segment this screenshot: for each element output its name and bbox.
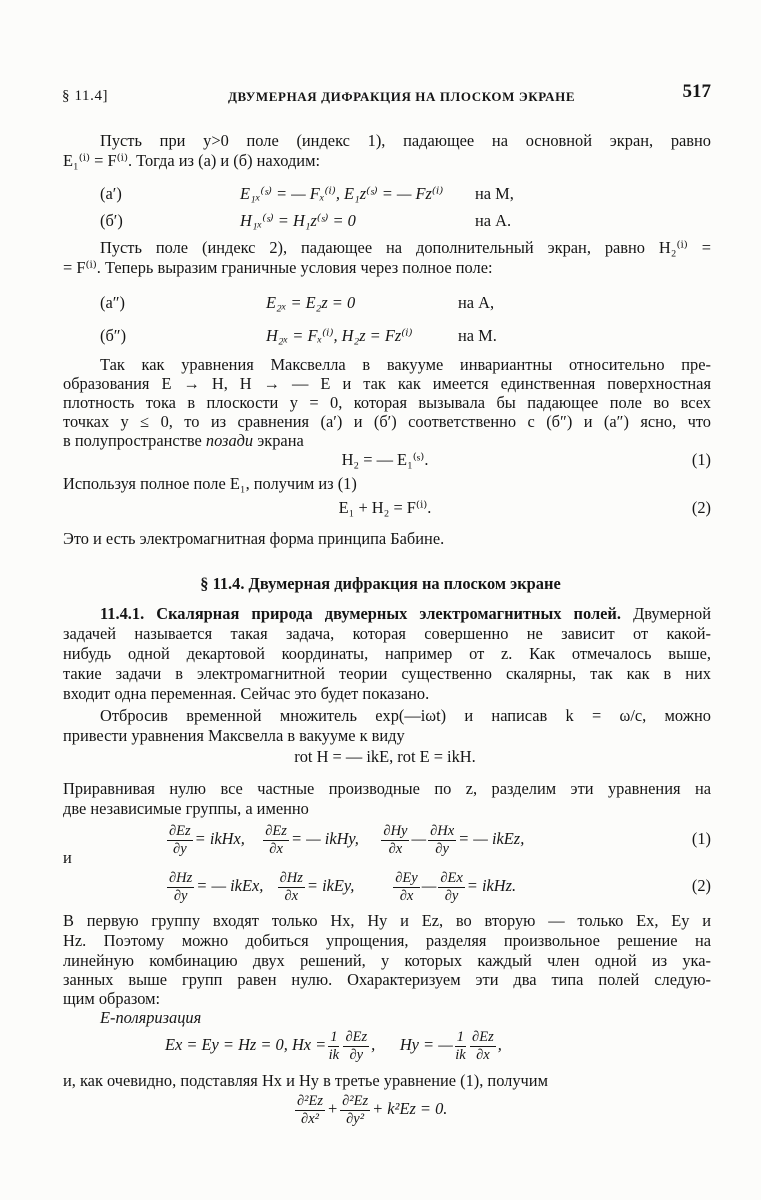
conjunction: и [63, 848, 72, 867]
text-line: входит одна переменная. Сейчас это будет показано. [63, 684, 430, 703]
section-title: § 11.4. Двумерная дифракция на плоском экране [200, 574, 561, 593]
equation: H₂ₓ = Fₓ⁽ⁱ⁾, H₂z = Fz⁽ⁱ⁾ [266, 326, 413, 345]
equation-term: — [411, 829, 427, 848]
fraction [470, 1029, 496, 1064]
fraction [295, 1093, 325, 1128]
equation-number: (2) [691, 876, 711, 895]
equation-term: , [371, 1035, 376, 1054]
equation-term: = — ikEx, [196, 876, 264, 895]
equation-number: (1) [691, 829, 711, 848]
equation-term: , [497, 1035, 502, 1054]
text-span: экрана [253, 431, 304, 450]
text-line: В первую группу входят только Hx, Hy и Ez, во вторую — только Ex, Ey и [63, 911, 711, 930]
equation-term: = ikHz. [466, 876, 517, 895]
text-line: Пусть при y>0 поле (индекс 1), падающее на основной экран, равно [100, 131, 711, 150]
denominator: ∂y [173, 887, 188, 904]
equation-term: — [421, 876, 437, 895]
denominator: ∂x [284, 887, 299, 904]
fraction [263, 823, 289, 858]
equation-condition: на M. [458, 326, 497, 345]
equation-label: (а″) [100, 293, 126, 312]
fraction [167, 870, 194, 905]
equation-term: Hy = — [399, 1035, 453, 1054]
numerator: ∂Ez [472, 1028, 494, 1045]
denominator: ik [455, 1046, 466, 1063]
text-span: Двумерной [620, 604, 711, 623]
equation-group-1 [165, 818, 524, 860]
text-line: привести уравнения Максвелла в вакууме к виду [63, 726, 405, 745]
text-line: точках y ≤ 0, то из сравнения (а′) и (б′) соответственно с (б″) и (а″) ясно, что [63, 412, 711, 431]
text-line: линейную комбинацию двух решений, у которых каждый член одной из ука- [63, 951, 711, 970]
numerator: 1 [456, 1028, 465, 1045]
fraction [278, 870, 305, 905]
equation: H₁ₓ⁽ˢ⁾ = H₁z⁽ˢ⁾ = 0 [240, 211, 356, 230]
numerator: ∂Hx [430, 822, 455, 839]
text-line: Hz. Поэтому можно добиться упрощения, разделяя произвольное решение на [63, 931, 711, 950]
denominator: ∂x² [301, 1110, 319, 1127]
equation: E₁ + H₂ = F⁽ⁱ⁾. [338, 498, 432, 517]
numerator: ∂Ex [440, 869, 463, 886]
denominator: ∂x [269, 840, 283, 857]
equation-condition: на A, [458, 293, 495, 312]
text-line: занных выше групп равен нулю. Охарактеризуем эти два типа полей следую- [63, 970, 711, 989]
denominator: ∂x [476, 1046, 490, 1063]
text-line: и, как очевидно, подставляя Hx и Hy в третье уравнение (1), получим [63, 1071, 548, 1090]
header-section: § 11.4] [62, 88, 109, 104]
equation-label: (а′) [100, 184, 122, 203]
text-line: Пусть поле (индекс 2), падающее на дополнительный экран, равно H₂⁽ⁱ⁾ = [100, 238, 711, 257]
numerator: 1 [330, 1028, 338, 1045]
denominator: ∂y² [346, 1110, 365, 1127]
text-line: Это и есть электромагнитная форма принципа Бабине. [63, 529, 445, 548]
numerator: ∂Ez [345, 1028, 368, 1045]
fraction [328, 1029, 339, 1064]
equation-term: + k²Ez = 0. [372, 1099, 448, 1118]
fraction [428, 823, 456, 858]
e-polarization-equation [165, 1024, 502, 1066]
equation-term: = — ikHy, [290, 829, 359, 848]
numerator: ∂Ez [265, 822, 287, 839]
text-line: Используя полное поле E₁, получим из (1) [63, 474, 357, 493]
equation-condition: на A. [475, 211, 512, 230]
equation-term: = ikHx, [194, 829, 245, 848]
denominator: ik [328, 1046, 340, 1063]
text-line: плотность тока в плоскости y = 0, которая вызывала бы падающее поле во всех [63, 393, 711, 412]
numerator: ∂²Ez [342, 1092, 369, 1109]
numerator: ∂Hz [279, 869, 303, 886]
equation-number: (2) [691, 498, 711, 517]
fraction [381, 823, 409, 858]
text-line: E₁⁽ⁱ⁾ = F⁽ⁱ⁾. Тогда из (а) и (б) находим: [63, 151, 320, 170]
equation: H₂ = — E₁⁽ˢ⁾. [341, 450, 429, 469]
equation: E₂ₓ = E₂z = 0 [266, 293, 356, 312]
equation-term: = — ikEz, [458, 829, 525, 848]
text-line: = F⁽ⁱ⁾. Теперь выразим граничные условия через полное поле: [63, 258, 493, 277]
subsection-title: 11.4.1. Скалярная природа двумерных электромагнитных полей. [100, 604, 621, 623]
denominator: ∂x [388, 840, 403, 857]
numerator: ∂Hz [169, 869, 193, 886]
fraction [340, 1093, 370, 1128]
fraction [393, 870, 419, 905]
numerator: ∂Ez [169, 822, 191, 839]
text-line: Так как уравнения Максвелла в вакууме инвариантны относительно пре- [100, 355, 711, 374]
polarization-label: E-поляризация [100, 1008, 202, 1027]
equation-label: (б′) [100, 211, 123, 230]
fraction [167, 823, 193, 858]
denominator: ∂y [173, 840, 187, 857]
numerator: ∂Ey [395, 869, 418, 886]
text-line: такие задачи в электромагнитной теории существенно скалярны, так как в них [63, 664, 711, 683]
denominator: ∂y [435, 840, 449, 857]
denominator: ∂y [444, 887, 459, 904]
text-line: образования E → H, H → — E и так как имеется единственная поверхностная [63, 374, 711, 393]
text-line: Приравнивая нулю все частные производные по z, разделим эти уравнения на [63, 779, 711, 798]
numerator: ∂Hy [383, 822, 408, 839]
text-line: нибудь одной декартовой координаты, например от z. Как отмечалось выше, [63, 644, 711, 663]
numerator: ∂²Ez [297, 1092, 324, 1109]
equation-number: (1) [691, 450, 711, 469]
equation-term: = ikEy, [306, 876, 355, 895]
equation: E₁ₓ⁽ˢ⁾ = — Fₓ⁽ⁱ⁾, E₁z⁽ˢ⁾ = — Fz⁽ⁱ⁾ [240, 184, 444, 203]
equation-condition: на M, [475, 184, 514, 203]
emphasis: позади [205, 431, 254, 450]
text-line [63, 431, 304, 451]
equation-group-2 [165, 865, 516, 907]
header-title: ДВУМЕРНАЯ ДИФРАКЦИЯ НА ПЛОСКОМ ЭКРАНЕ [228, 89, 576, 104]
text-line [100, 604, 711, 624]
fraction [343, 1029, 369, 1064]
text-span: в полупространстве [63, 431, 206, 450]
text-line: задачей называется такая задача, которая совершенно не зависит от какой- [63, 624, 711, 643]
fraction [438, 870, 464, 905]
text-line: две независимые группы, а именно [63, 799, 309, 818]
equation: rot H = — ikE, rot E = ikH. [294, 747, 476, 766]
text-line: Отбросив временной множитель exp(—iωt) и написав k = ω/c, можно [100, 706, 711, 725]
fraction [455, 1029, 466, 1064]
equation-label: (б″) [100, 326, 127, 345]
text-line: щим образом: [63, 989, 161, 1008]
equation-term: + [327, 1099, 339, 1118]
helmholtz-equation [293, 1088, 447, 1130]
denominator: ∂x [399, 887, 414, 904]
denominator: ∂y [349, 1046, 364, 1063]
equation-term: Ex = Ey = Hz = 0, Hx = [165, 1035, 327, 1054]
page-number: 517 [682, 81, 711, 102]
